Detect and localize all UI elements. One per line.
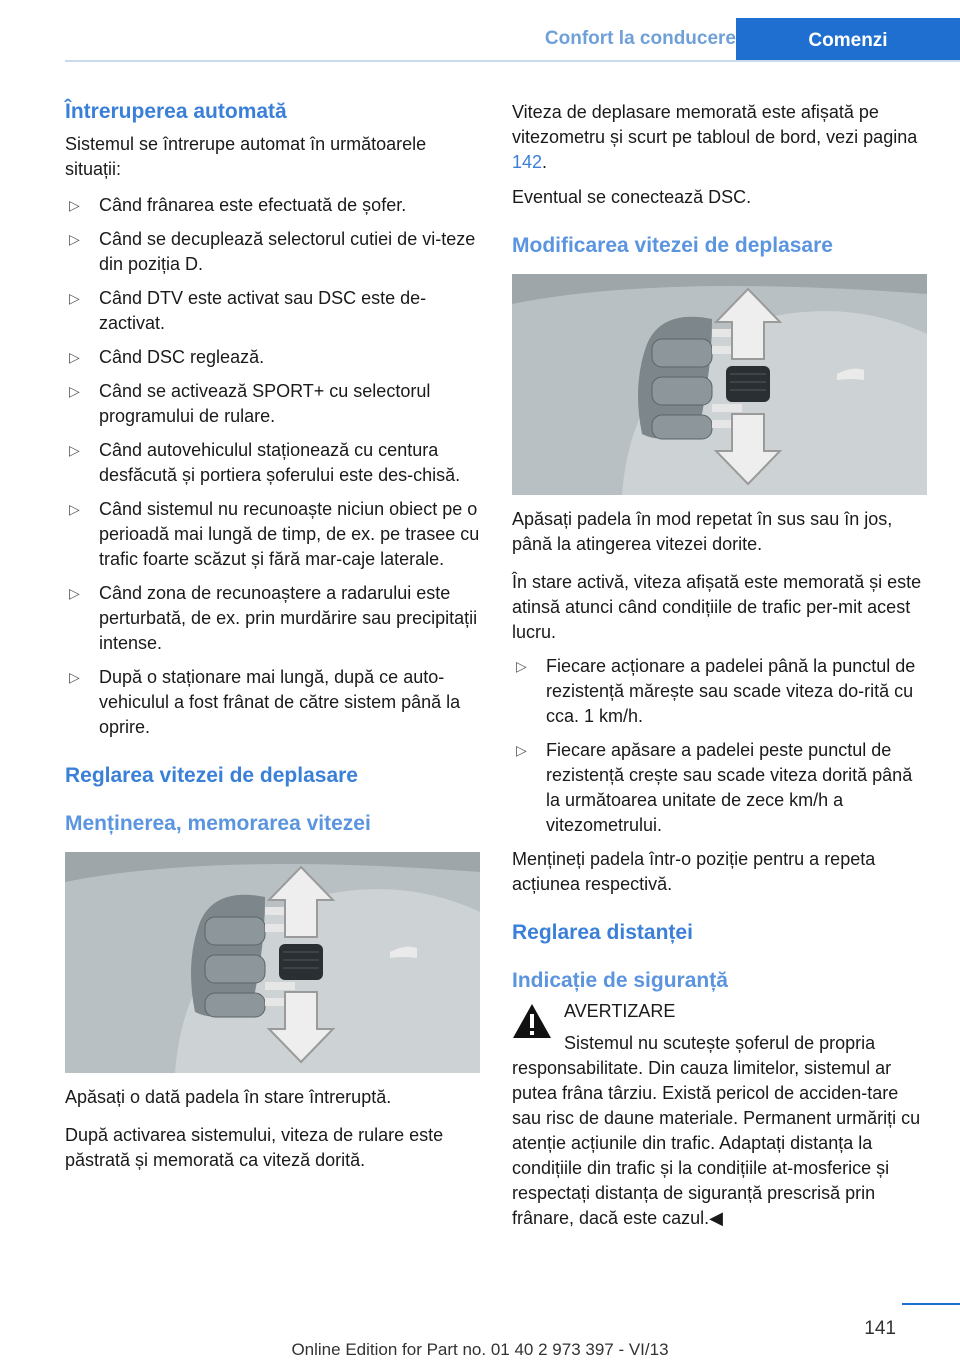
intro-text: Sistemul se întrerupe automat în următoarele situații: xyxy=(65,134,427,179)
list-item: ▷ Când sistemul nu recunoaște niciun obiect pe o perioadă mai lungă de timp, de ex. pe trasee cu trafic foarte scăzut și fără mar-caje laterale. xyxy=(69,499,480,569)
list-item: ▷ Când frânarea este efectuată de șofer. xyxy=(65,193,480,218)
heading-auto-off: Întreruperea automată xyxy=(65,100,287,123)
page-header xyxy=(0,0,960,62)
heading-speed-adjust: Reglarea vitezei de deplasare xyxy=(65,764,358,787)
list-item: ▷ Fiecare acționare a padelei până la punctul de rezistență mărește sau scade viteza do-rită cu cca. 1 km/h. xyxy=(516,656,916,726)
left-column xyxy=(65,100,480,1173)
warning-triangle-icon xyxy=(512,1003,552,1039)
warning-box xyxy=(512,999,930,1024)
paragraph-press-once: Apăsați o dată padela în stare întreruptă. xyxy=(65,1087,392,1107)
bullet-triangle-icon: ▷ xyxy=(69,197,80,213)
section-title: Confort la conducere xyxy=(544,28,736,49)
bullet-triangle-icon: ▷ xyxy=(69,585,80,601)
bullet-triangle-icon: ▷ xyxy=(69,290,80,306)
footer-rule xyxy=(902,1303,960,1305)
warning-text: Sistemul nu scutește șoferul de propria responsabilitate. Din cauza limitelor, sistemul ar putea frâna târziu. Există pericol de acciden-tare sau risc de daune materiale. Permanent urmăriți cu atenție acțiunile din trafic. Adaptați distanța la condițiile din trafic și la condițiile at-mosferice și respectați distanța de siguranță prescrisă prin frânare, dacă este cazul.◀ xyxy=(512,1033,921,1228)
list-item: ▷ După o staționare mai lungă, după ce auto-vehiculul a fost frânat de către sistem până la oprire. xyxy=(69,667,461,737)
list-item: ▷ Fiecare apăsare a padelei peste punctul de rezistență crește sau scade viteza dorită până la următoarea unitate de zece km/h a vitezometrului. xyxy=(516,740,913,835)
edition-footer: Online Edition for Part no. 01 40 2 973 397 - VI/13 xyxy=(291,1340,669,1359)
paragraph-hold: Mențineți padela într-o poziție pentru a repeta acțiunea respectivă. xyxy=(512,849,876,894)
bullet-triangle-icon: ▷ xyxy=(69,501,80,517)
paragraph-repeat: Apăsați padela în mod repetat în sus sau în jos, până la atingerea vitezei dorite. xyxy=(512,509,893,554)
paragraph-active-state: În stare activă, viteza afișată este memorată și este atinsă atunci când condițiile de trafic per-mit acest lucru. xyxy=(512,572,922,642)
steering-wheel-illustration xyxy=(65,852,480,1073)
list-item: ▷ Când se decuplează selectorul cutiei de vi-teze din poziția D. xyxy=(69,229,476,274)
bullet-triangle-icon: ▷ xyxy=(69,231,80,247)
auto-off-list xyxy=(65,193,480,740)
bullet-triangle-icon: ▷ xyxy=(69,349,80,365)
bullet-triangle-icon: ▷ xyxy=(516,742,527,758)
list-item: ▷ Când se activează SPORT+ cu selectorul programului de rulare. xyxy=(69,381,431,426)
list-item: ▷ Când autovehiculul staționează cu centura desfăcută și portiera șoferului este des-chisă. xyxy=(69,440,461,485)
paragraph-dsc: Eventual se conectează DSC. xyxy=(512,187,752,207)
bullet-triangle-icon: ▷ xyxy=(516,658,527,674)
list-item: ▷ Când zona de recunoaștere a radarului este perturbată, de ex. prin murdărire sau precipitații intense. xyxy=(69,583,478,653)
heading-change-speed: Modificarea vitezei de deplasare xyxy=(512,234,833,257)
steering-wheel-figure xyxy=(512,274,927,495)
paragraph-speed-shown: Viteza de deplasare memorată este afișată pe vitezometru și scurt pe tabloul de bord, vezi pagina 142. xyxy=(512,102,918,172)
bullet-triangle-icon: ▷ xyxy=(69,669,80,685)
chapter-tab: Comenzi xyxy=(736,18,960,62)
heading-safety-note: Indicație de siguranță xyxy=(512,969,728,992)
steering-wheel-figure xyxy=(65,852,480,1073)
heading-keep-speed: Menținerea, memorarea vitezei xyxy=(65,812,371,835)
header-rule xyxy=(65,60,960,62)
speed-change-list xyxy=(512,654,930,838)
bullet-triangle-icon: ▷ xyxy=(69,442,80,458)
warning-title: AVERTIZARE xyxy=(564,1001,676,1021)
steering-wheel-illustration xyxy=(512,274,927,495)
paragraph-after-activation: După activarea sistemului, viteza de rulare este păstrată și memorată ca viteză dorită. xyxy=(65,1125,444,1170)
bullet-triangle-icon: ▷ xyxy=(69,383,80,399)
page-link[interactable]: 142 xyxy=(512,152,543,172)
list-item: ▷ Când DSC reglează. xyxy=(65,345,480,370)
list-item: ▷ Când DTV este activat sau DSC este de-zactivat. xyxy=(69,288,427,333)
page-number: 141 xyxy=(864,1318,896,1339)
right-column xyxy=(512,100,930,1231)
heading-distance: Reglarea distanței xyxy=(512,921,693,944)
